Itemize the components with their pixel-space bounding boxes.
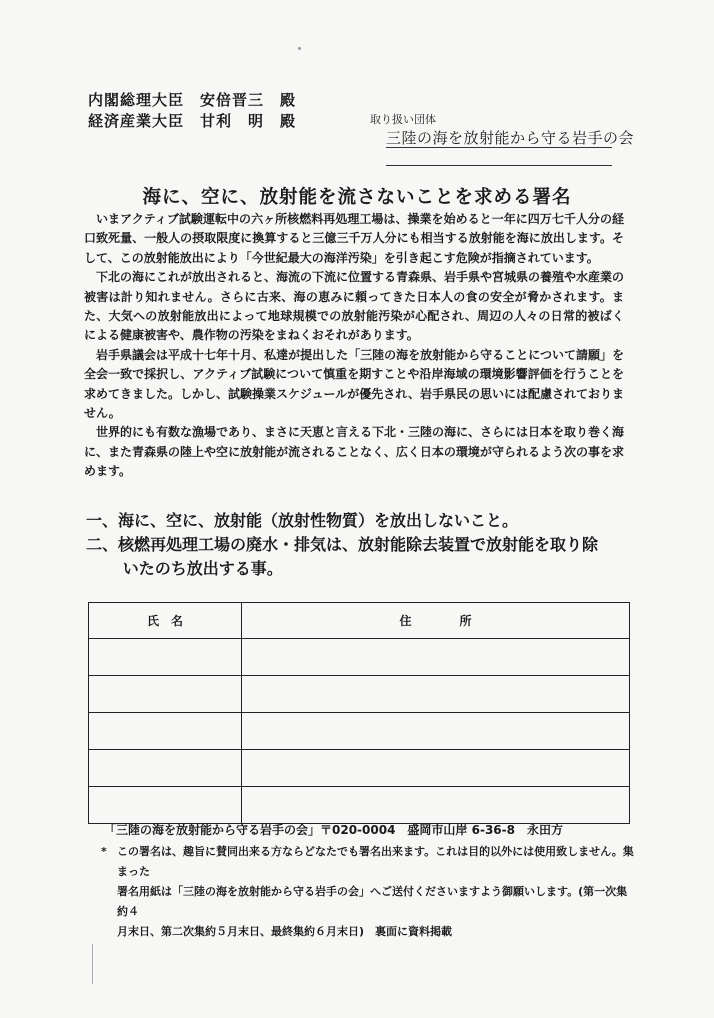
note-line: この署名は、趣旨に賛同出来る方ならどなたでも署名出来ます。これは目的以外には使用致しません。集まった <box>117 845 634 878</box>
contact-address: 「三陸の海を放射能から守る岩手の会」〒020-0004 盛岡市山岸 6-36-8 永田方 <box>104 823 563 837</box>
signature-line <box>386 165 612 166</box>
organization-label: 取り扱い団体 <box>370 113 436 126</box>
body-paragraph: いまアクティブ試験運転中の六ヶ所核燃料再処理工場は、操業を始めると一年に四万七千人分の経口致死量、一般人の摂取限度に換算すると三億三千万人分にも相当する放射能を海に放出します。そして、この放射能放出により「今世紀最大の海洋汚染」を引き起こす危険が指摘されています。 <box>84 212 624 265</box>
addressee-meti-minister: 経済産業大臣 甘利 明 殿 <box>88 112 297 130</box>
petition-body <box>84 210 624 482</box>
name-cell[interactable] <box>89 787 242 824</box>
name-cell[interactable] <box>89 676 242 713</box>
signature-row <box>89 787 630 824</box>
column-header-name: 氏 名 <box>89 603 242 639</box>
demand-item-1: 一、海に、空に、放射能（放射性物質）を放出しないこと。 <box>86 511 519 530</box>
signature-row <box>89 750 630 787</box>
signature-row <box>89 639 630 676</box>
note-line: 署名用紙は「三陸の海を放射能から守る岩手の会」へご送付くださいますよう御願いします。(第一次集約４ <box>117 885 628 918</box>
note-asterisk: * <box>101 845 107 858</box>
margin-mark <box>92 944 93 984</box>
footer-note <box>101 842 636 942</box>
name-cell[interactable] <box>89 639 242 676</box>
scan-speck <box>298 47 301 50</box>
address-cell[interactable] <box>242 639 630 676</box>
signature-table <box>88 602 630 824</box>
body-paragraph: 世界的にも有数な漁場であり、まさに天恵と言える下北・三陸の海に、さらには日本を取り巻く海に、また青森県の陸上や空に放射能が流されることなく、広く日本の環境が守られるよう次の事を求めます。 <box>84 425 625 479</box>
body-paragraph: 岩手県議会は平成十七年十月、私達が提出した「三陸の海を放射能から守ることについて請願」を全会一致で採択し、アクティブ試験について慎重を期すことや沿岸海域の環境影響評価を行うことを求めてきました。しかし、試験操業スケジュールが優先され、岩手県民の思いには配慮されておりません。 <box>84 347 625 421</box>
petition-title: 海に、空に、放射能を流さないことを求める署名 <box>142 187 572 208</box>
organization-name: 三陸の海を放射能から守る岩手の会 <box>386 129 635 147</box>
addressee-prime-minister: 内閣総理大臣 安倍晋三 殿 <box>88 91 297 109</box>
signature-table-header <box>89 603 630 639</box>
note-line: 月末日、第二次集約５月末日、最終集約６月末日) 裏面に資料掲載 <box>117 925 453 938</box>
demand-item-2: 二、核燃再処理工場の廃水・排気は、放射能除去装置で放射能を取り除 <box>86 535 599 554</box>
address-cell[interactable] <box>242 713 630 750</box>
organization-underline <box>386 147 612 148</box>
address-cell[interactable] <box>242 750 630 787</box>
demand-item-2-continued: いたのち放出する事。 <box>122 559 283 578</box>
address-cell[interactable] <box>242 787 630 824</box>
name-cell[interactable] <box>89 750 242 787</box>
signature-row <box>89 676 630 713</box>
address-cell[interactable] <box>242 676 630 713</box>
signature-row <box>89 713 630 750</box>
body-paragraph: 下北の海にこれが放出されると、海流の下流に位置する青森県、岩手県や宮城県の養殖や水産業の被害は計り知れません。さらに古来、海の恵みに頼ってきた日本人の食の安全が脅かされます。また、大気への放射能放出によって地球規模での放射能汚染が心配され、周辺の人々の日常的被ばくによる健康被害や、農作物の汚染をまねくおそれがあります。 <box>84 270 625 343</box>
name-cell[interactable] <box>89 713 242 750</box>
column-header-address: 住 所 <box>242 603 630 639</box>
demands-list <box>86 509 598 581</box>
